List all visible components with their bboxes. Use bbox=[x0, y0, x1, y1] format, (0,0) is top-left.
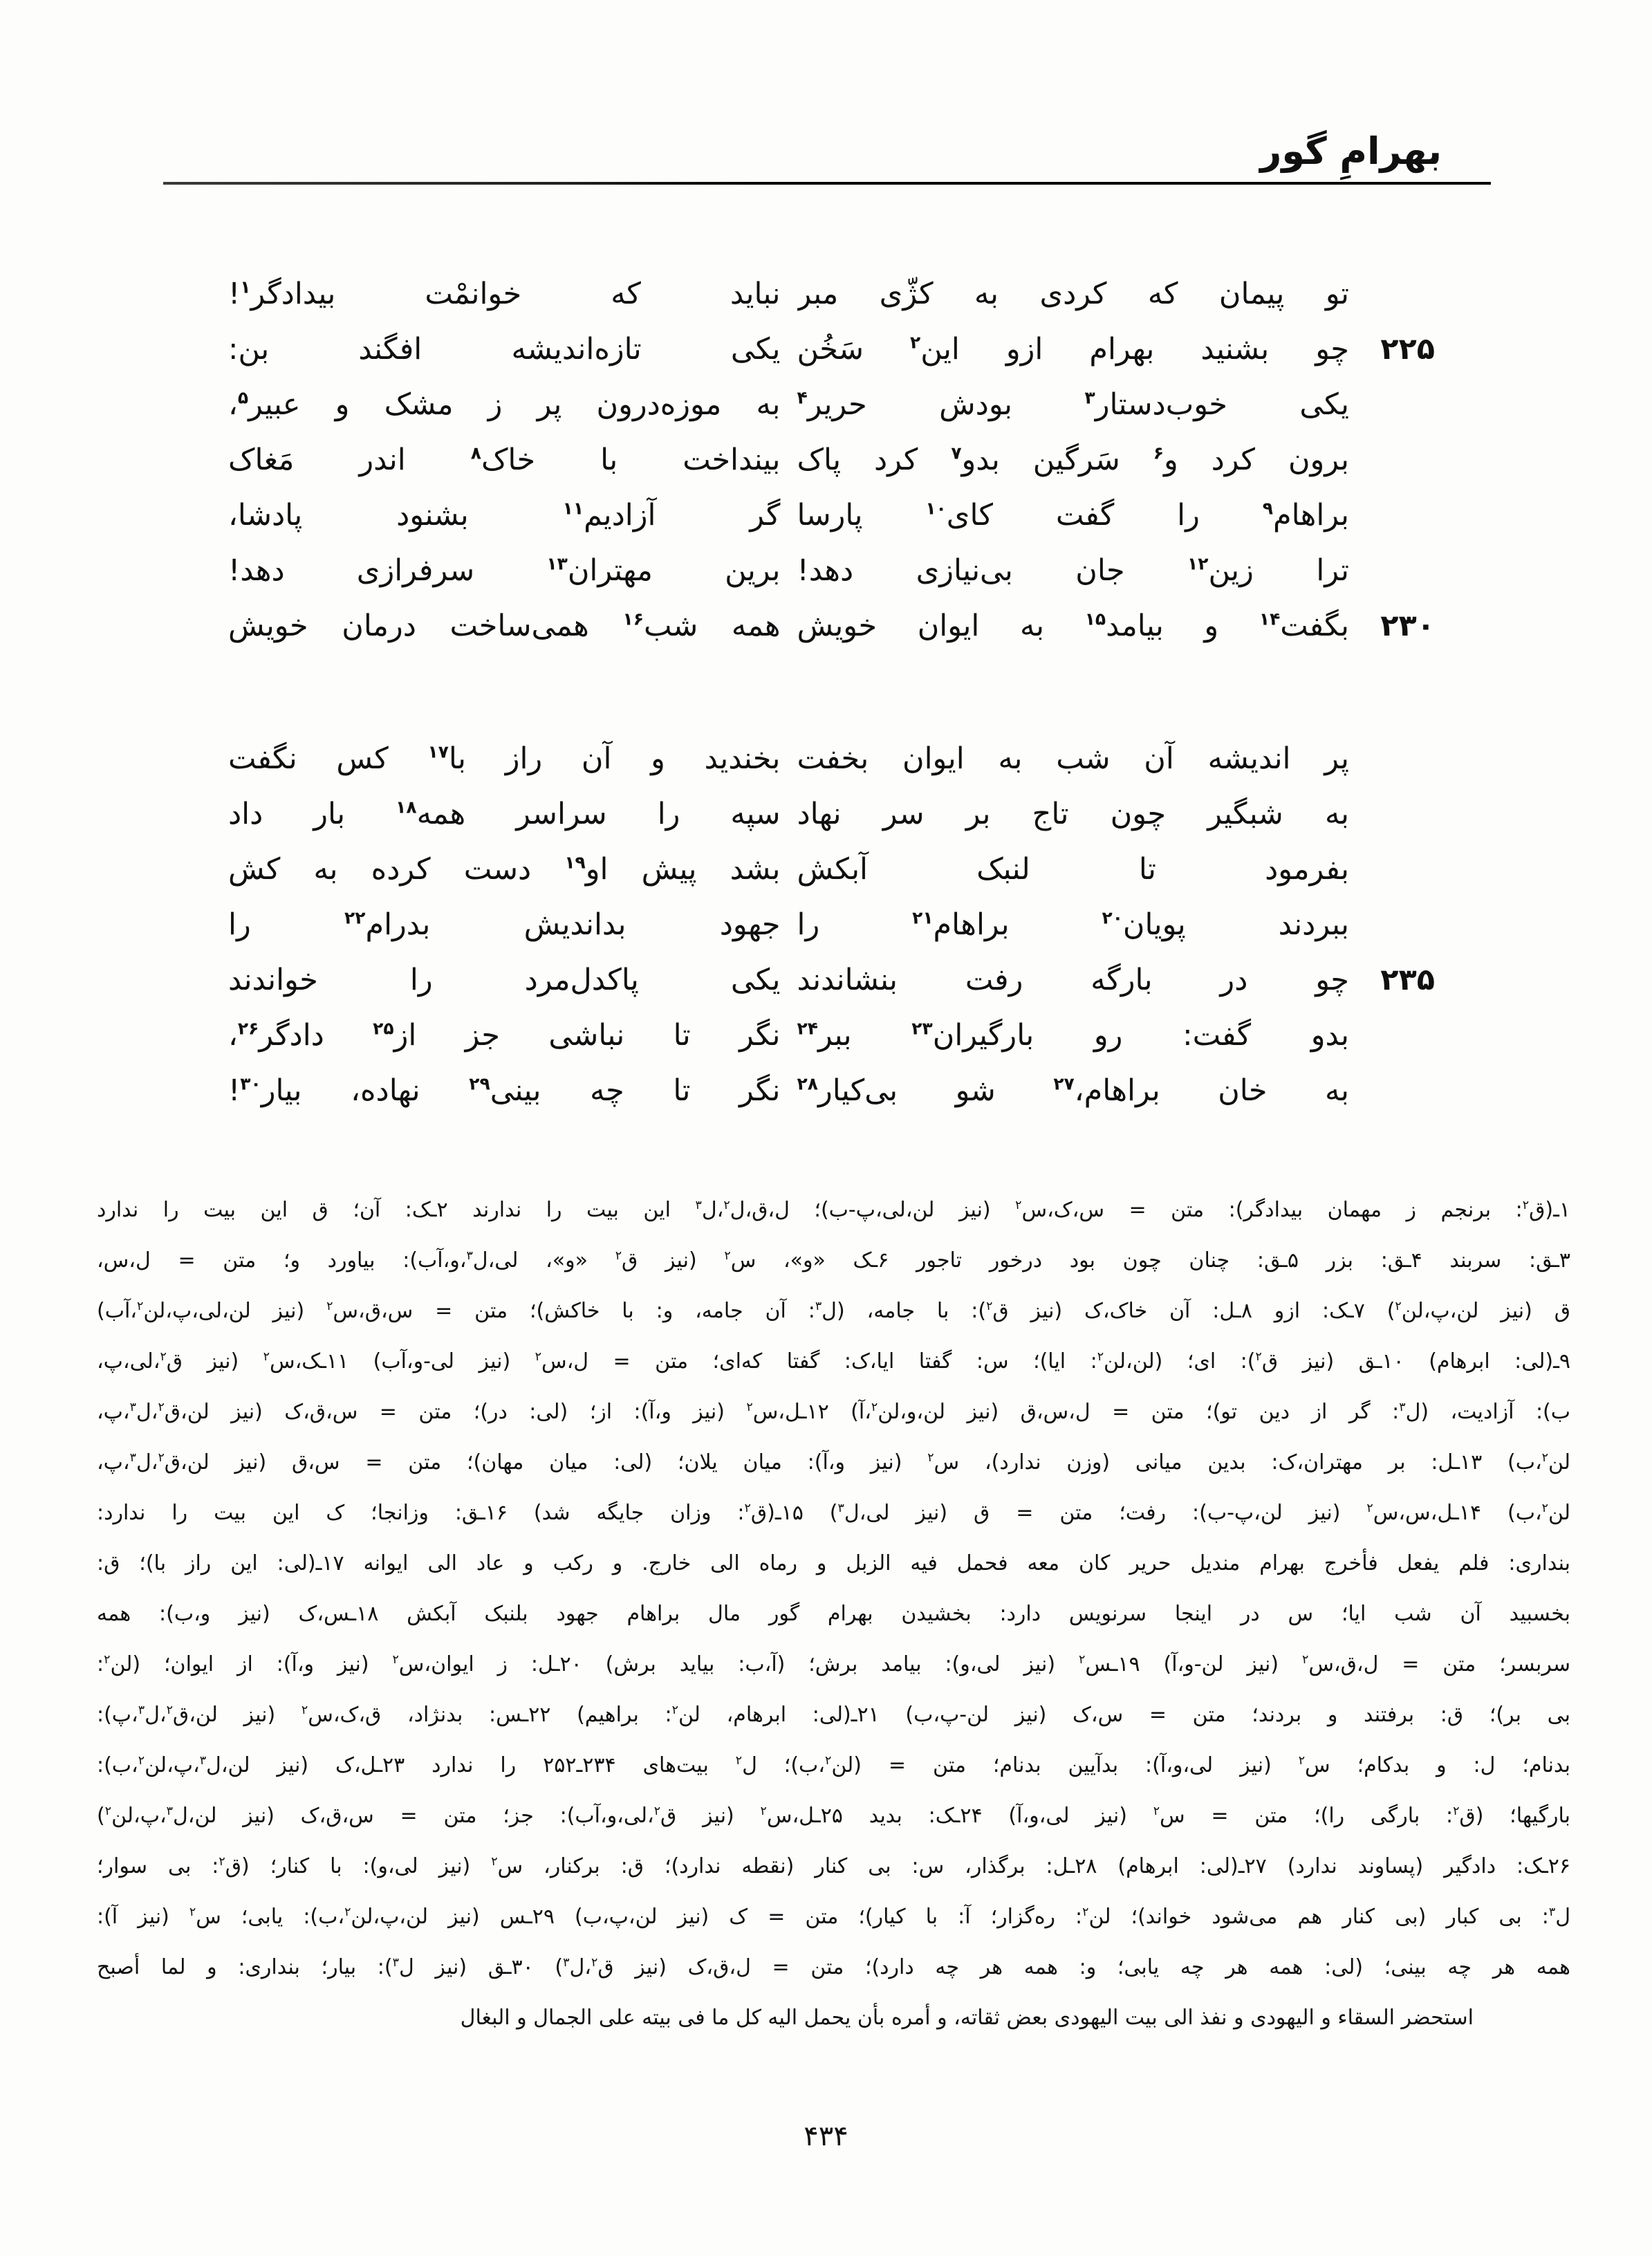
hemistich-left: به موزه‌درون پر ز مشک و عبیر$^۵$، bbox=[228, 387, 781, 422]
hemistich-right: بدو گفت: رو بارگیران$^{۲۳}$ ببر$^{۲۴}$ bbox=[797, 1017, 1349, 1053]
verse-number: ۲۲۵ bbox=[1380, 331, 1435, 367]
footnote-line: همه هر چه بینی؛ (لی: همه هر چه یابی؛ و: همه هر چه دارد)؛ متن = ل،ق،ک (نیز ق$^۲$،ل$^۳$) ۳۰ـق (نیز ل$^۳$): بیار؛ بنداری: و لما أصبح bbox=[97, 1954, 1570, 1979]
hemistich-right: ترا زین$^{۱۲}$ جان بی‌نیازی دهد! bbox=[797, 553, 1349, 588]
verse-row bbox=[228, 543, 1435, 598]
verse-row bbox=[228, 488, 1435, 543]
hemistich-left: یکی پاکدل‌مرد را خواندند bbox=[228, 962, 781, 997]
verse-row bbox=[228, 266, 1435, 322]
footnote-line: بنداری: فلم یفعل فأخرج بهرام مندیل حریر کان معه فحمل فیه الزبل و رماه الی خارج. و رکب و عاد الی ایوانه ۱۷ـ(لی: این راز با)؛ ق: bbox=[97, 1551, 1570, 1575]
footnote-line: ل$^۳$: بی کبار (بی کنار هم می‌شود خواند)؛ لن$^۲$: ره‌گزار؛ آ: با کیار)؛ متن = ک (نیز لن،پ،ب) ۲۹ـس (نیز لن،پ،لن$^۲$،ب): یابی؛ س$^۲$ (نیز آ): bbox=[97, 1904, 1570, 1929]
hemistich-left: بخندید و آن راز با$^{۱۷}$ کس نگفت bbox=[228, 741, 781, 776]
hemistich-left: بشد پیش او$^{۱۹}$ دست کرده به کش bbox=[228, 851, 781, 887]
verse-number bbox=[1366, 266, 1435, 322]
hemistich-right: بفرمود تا لنبک آبکش bbox=[797, 851, 1349, 887]
verse-number bbox=[1366, 432, 1435, 488]
verse-row bbox=[228, 377, 1435, 432]
verse-number bbox=[1366, 786, 1435, 842]
verse-row bbox=[228, 432, 1435, 488]
footnote-line: بارگیها؛ (ق$^۲$: بارگی را)؛ متن = س$^۲$ (نیز لی،و،آ) ۲۴ـک: بدید ۲۵ـل،س$^۲$ (نیز ق$^۲$،لی،و،آب): جز؛ متن = س،ق،ک (نیز لن،ل$^۳$،پ،لن$^۲$) bbox=[97, 1803, 1570, 1828]
verse-number: ۲۳۵ bbox=[1380, 962, 1435, 997]
footnote-line: بدنام؛ ل: و بدکام؛ س$^۲$ (نیز لی،و،آ): بدآیین بدنام؛ متن = (لن$^۲$،ب)؛ ل$^۲$ بیت‌های ۲۳۴ـ۲۵۲ را ندارد ۲۳ـل،ک (نیز لن،ل$^۳$،پ،لن$^۲$،ب): bbox=[97, 1753, 1570, 1777]
footnote-line: ۳ـق: سربند ۴ـق: بزر ۵ـق: چنان چون بود درخور تاجور ۶ـک «و»، س$^۲$ (نیز ق$^۲$ «و»، لی،ل$^۳$،و،آب): بیاورد و؛ متن = ل،س، bbox=[97, 1248, 1570, 1273]
footnote-line: لن$^۲$،ب) ۱۳ـل: بر مهتران،ک: بدین میانی (وزن ندارد)، س$^۲$ (نیز و،آ): میان یلان؛ (لی: میان مهان)؛ متن = س،ق (نیز لن،ق$^۲$،ل$^۳$،پ، bbox=[97, 1450, 1570, 1474]
verse-group-2 bbox=[228, 731, 1435, 1118]
verse-row bbox=[228, 731, 1435, 786]
hemistich-right: پر اندیشه آن شب به ایوان بخفت bbox=[797, 741, 1349, 776]
verse-row bbox=[228, 322, 1435, 377]
hemistich-right: به شبگیر چون تاج بر سر نهاد bbox=[797, 796, 1349, 831]
hemistich-right: برون کرد و$^۶$ سَرگین بدو$^۷$ کرد پاک bbox=[797, 442, 1349, 477]
hemistich-right: بگفت$^{۱۴}$ و بیامد$^{۱۵}$ به ایوان خویش bbox=[797, 608, 1349, 643]
verse-row bbox=[228, 842, 1435, 897]
hemistich-right: چو بشنید بهرام ازو این$^۲$ سَخُن bbox=[797, 331, 1349, 367]
hemistich-right: چو در بارگه رفت بنشاندند bbox=[797, 962, 1349, 997]
verse-row bbox=[228, 786, 1435, 842]
hemistich-left: سپه را سراسر همه$^{۱۸}$ بار داد bbox=[228, 796, 781, 831]
page-title: بهرامِ گور bbox=[1260, 129, 1442, 173]
header-rule bbox=[163, 182, 1491, 185]
hemistich-left: بینداخت با خاک$^۸$ اندر مَغاک bbox=[228, 442, 781, 477]
hemistich-right: ببردند پویان$^{۲۰}$ براهام$^{۲۱}$ را bbox=[797, 907, 1349, 942]
footnotes-section bbox=[97, 1185, 1570, 2043]
verse-number bbox=[1366, 897, 1435, 952]
hemistich-left: نگر تا نباشی جز از$^{۲۵}$ دادگر$^{۲۶}$، bbox=[228, 1017, 781, 1053]
verse-row bbox=[228, 952, 1435, 1008]
verse-group-1 bbox=[228, 266, 1435, 654]
verse-section bbox=[228, 266, 1435, 1118]
footnote-line: ۹ـ(لی: ابرهام) ۱۰ـق (نیز ق$^۲$): ای؛ (لن،لن$^۲$: ایا)؛ س: گفتا ایا،ک: گفتا که‌ای؛ متن = ل،س$^۲$ (نیز لی-و،آب) ۱۱ـک،س$^۲$ (نیز ق$^۲$،لی،پ، bbox=[97, 1349, 1570, 1374]
verse-row bbox=[228, 897, 1435, 952]
verse-number bbox=[1366, 731, 1435, 786]
hemistich-right: تو پیمان که کردی به کژّی مبر bbox=[797, 276, 1349, 311]
footnote-line: لن$^۲$،ب) ۱۴ـل،س،س$^۲$ (نیز لن،پ-ب): رفت؛ متن = ق (نیز لی،ل$^۳$) ۱۵ـ(ق$^۲$: وزان جایگه شد) ۱۶ـق: وزانجا؛ ک این بیت را ندارد: bbox=[97, 1500, 1570, 1525]
footnote-line: بی بر)؛ ق: برفتند و بردند؛ متن = س،ک (نیز لن-پ،ب) ۲۱ـ(لی: ابرهام، لن$^۲$: براهیم) ۲۲ـس: بدنژاد، ق،ک،س$^۲$ (نیز لن،ق$^۲$،ل$^۳$،پ): bbox=[97, 1702, 1570, 1727]
verse-row bbox=[228, 1008, 1435, 1063]
footnote-line: استحضر السقاء و الیهودی و نفذ الی بیت الیهودی بعض ثقاته، و أمره بأن یحمل الیه کل ما فی بیته علی الجمال و البغال bbox=[460, 2005, 1474, 2030]
verse-number bbox=[1366, 1063, 1435, 1118]
footnote-line: ۱ـ(ق$^۲$: برنجم ز مهمان بیدادگر): متن = س،ک،س$^۲$ (نیز لن،لی،پ-ب)؛ ل،ق،ل$^۲$،ل$^۳$ این بیت را ندارند ۲ـک: آن؛ ق این بیت را ندارد bbox=[97, 1197, 1570, 1222]
verse-number bbox=[1366, 543, 1435, 598]
footnote-line: ق (نیز لن،پ،لن$^۲$) ۷ـک: ازو ۸ـل: آن خاک،ک (نیز ق$^۲$): با جامه، (ل$^۳$: آن جامه، و: با خاکش)؛ متن = س،ق،س$^۲$ (نیز لن،لی،پ،لن$^۲$،آب) bbox=[97, 1298, 1570, 1323]
footnote-line: ب): آزادیت، (ل$^۳$: گر از دین تو)؛ متن = ل،س،ق (نیز لن،و،لن$^۲$،آ) ۱۲ـل،س$^۲$ (نیز و،آ): از؛ (لی: در)؛ متن = س،ق،ک (نیز لن،ق$^۲$،ل$^۳$،پ، bbox=[97, 1399, 1570, 1424]
hemistich-right: براهام$^۹$ را گفت کای$^{۱۰}$ پارسا bbox=[797, 497, 1349, 533]
hemistich-left: یکی تازه‌اندیشه افگند بن: bbox=[228, 331, 781, 367]
verse-number: ۲۳۰ bbox=[1380, 608, 1435, 643]
footnote-line: ۲۶ـک: دادگیر (پساوند ندارد) ۲۷ـ(لی: ابرهام) ۲۸ـل: برگذار، س: بی کنار (نقطه ندارد)؛ ق: برکنار، س$^۲$ (نیز لی،و): با کنار؛ (ق$^۲$: بی سوار؛ bbox=[97, 1853, 1570, 1878]
verse-number bbox=[1366, 377, 1435, 432]
footnote-line: سربسر؛ متن = ل،ق،س$^۲$ (نیز لن-و،آ) ۱۹ـس$^۲$ (نیز لی،و): بیامد برش؛ (آ،ب: بیاید برش) ۲۰ـل: ز ایوان،س$^۲$ (نیز و،آ): از ایوان؛ (لن$^۲$: bbox=[97, 1652, 1570, 1676]
verse-number bbox=[1366, 842, 1435, 897]
hemistich-left: همه شب$^{۱۶}$ همی‌ساخت درمان خویش bbox=[228, 608, 781, 643]
hemistich-right: به خان براهام،$^{۲۷}$ شو بی‌کیار$^{۲۸}$ bbox=[797, 1073, 1349, 1108]
hemistich-left: نباید که خوانمْت بیدادگر$^۱$! bbox=[228, 276, 781, 311]
hemistich-left: گر آزادیم$^{۱۱}$ بشنود پادشا، bbox=[228, 497, 781, 533]
hemistich-left: جهود بداندیش بدرام$^{۲۲}$ را bbox=[228, 907, 781, 942]
hemistich-right: یکی خوب‌دستار$^۳$ بودش حریر$^۴$ bbox=[797, 387, 1349, 422]
hemistich-left: برین مهتران$^{۱۳}$ سرفرازی دهد! bbox=[228, 553, 781, 588]
footnote-line: بخسبید آن شب ایا؛ س در اینجا سرنویس دارد: بخشیدن بهرام گور مال براهام جهود بلنبک آبکش ۱۸ـس،ک (نیز و،ب): همه bbox=[97, 1601, 1570, 1626]
page-number: ۴۳۴ bbox=[804, 2120, 848, 2152]
verse-row bbox=[228, 598, 1435, 654]
verse-number bbox=[1366, 488, 1435, 543]
hemistich-left: نگر تا چه بینی$^{۲۹}$ نهاده، بیار$^{۳۰}$! bbox=[228, 1073, 781, 1108]
verse-number bbox=[1366, 1008, 1435, 1063]
verse-row bbox=[228, 1063, 1435, 1118]
